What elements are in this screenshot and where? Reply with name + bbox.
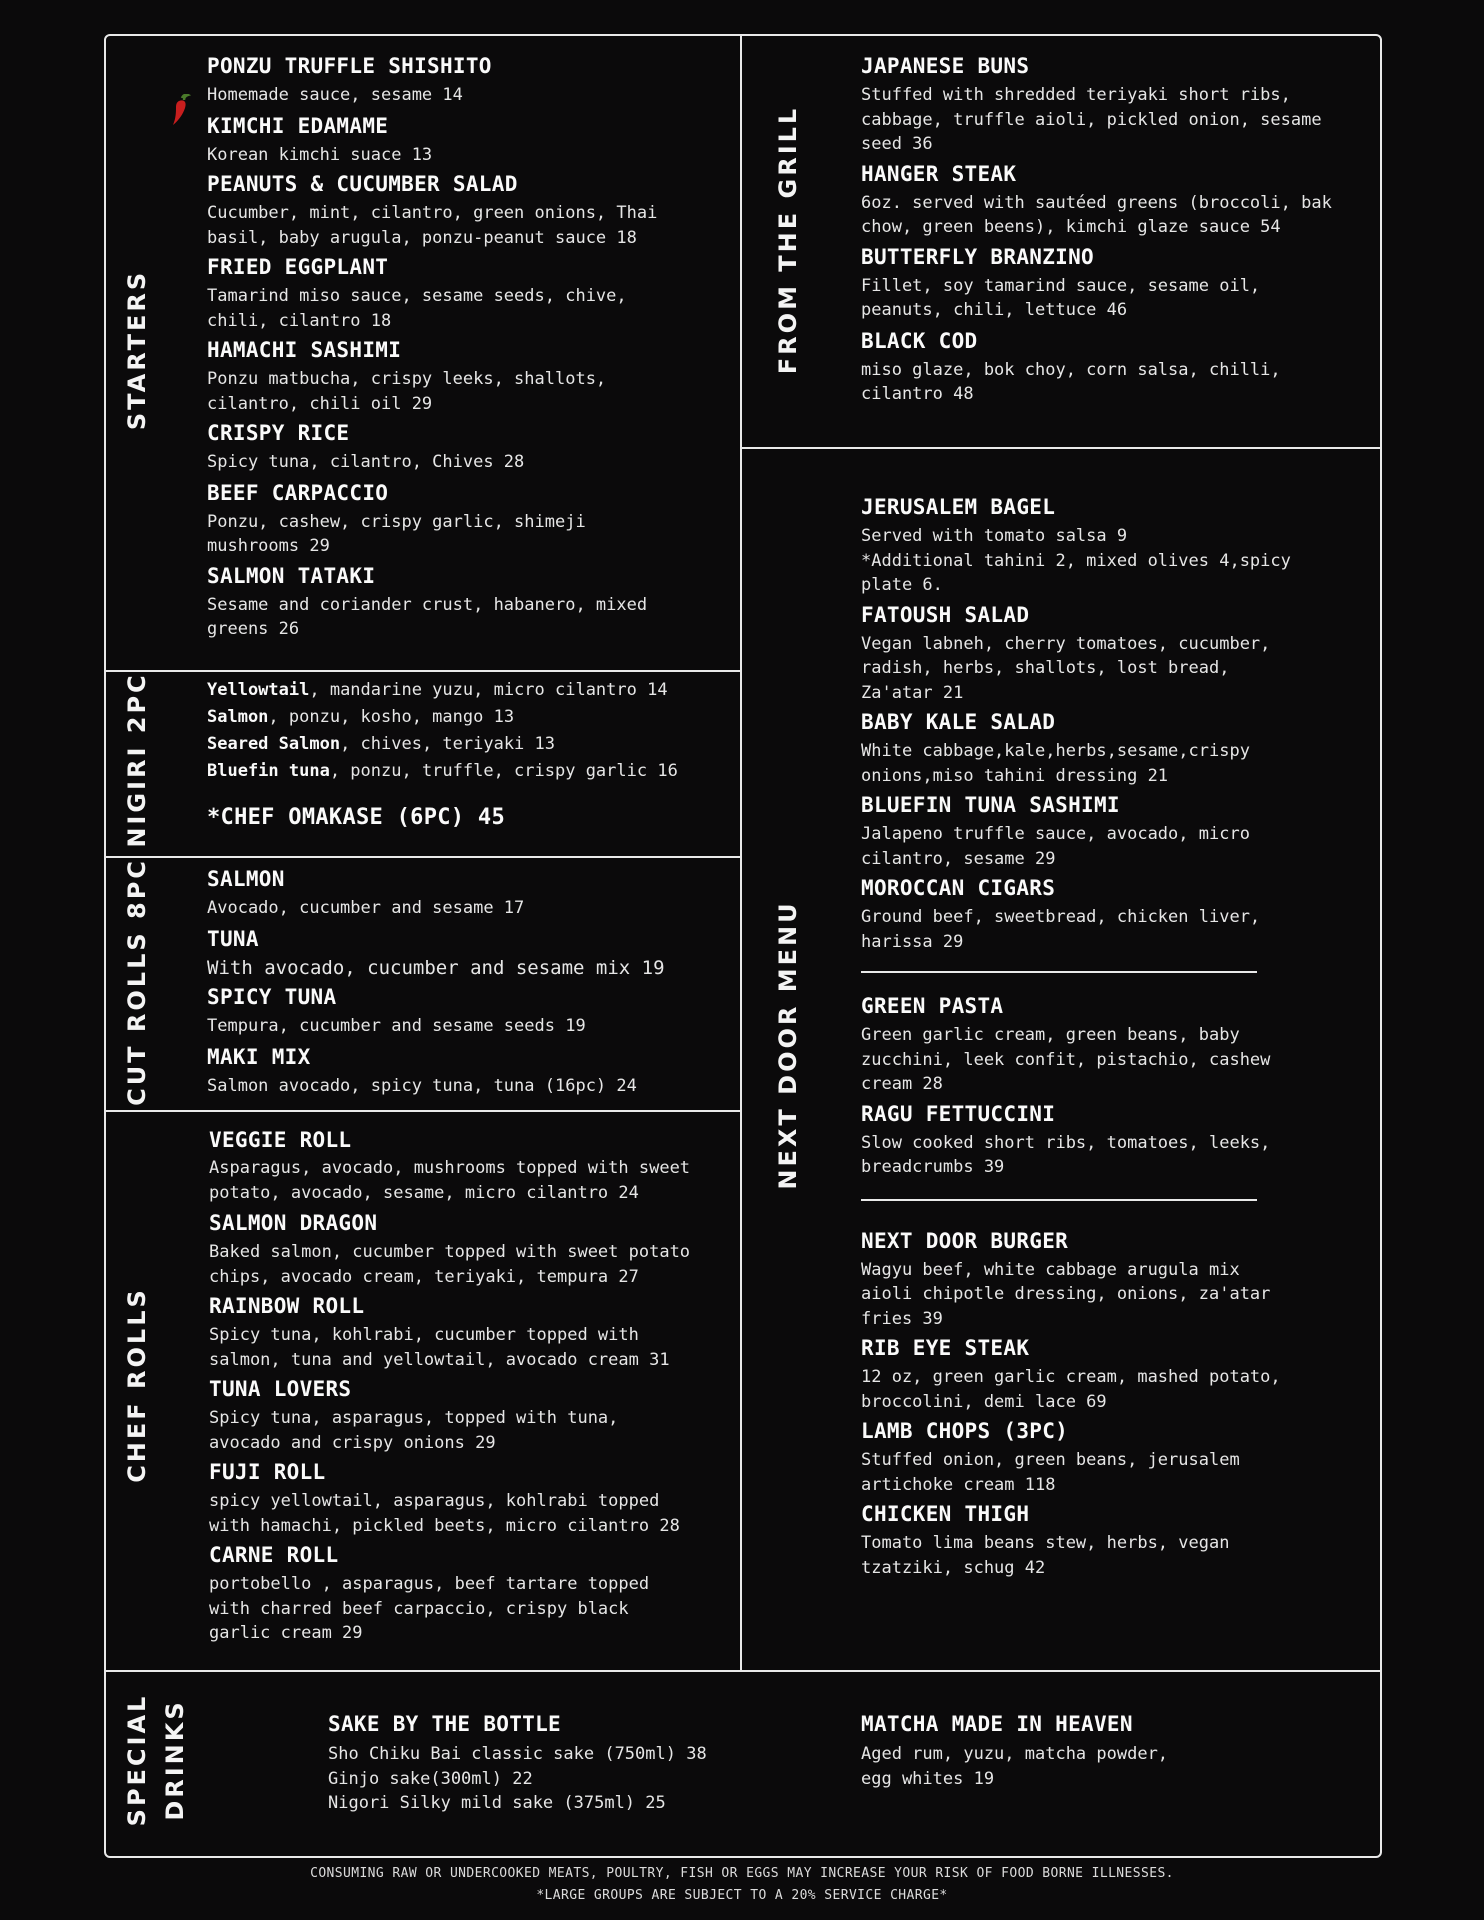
- item-name: SALMON DRAGON: [209, 1211, 378, 1235]
- menu-item: [861, 328, 1361, 407]
- sake-title: SAKE BY THE BOTTLE: [328, 1712, 561, 1736]
- matcha-desc: Aged rum, yuzu, matcha powder, egg whites 19: [861, 1744, 1169, 1789]
- section-label-chef-rolls: CHEF ROLLS: [123, 1287, 151, 1483]
- section-label-cut-rolls: CUT ROLLS 8PC: [123, 858, 151, 1106]
- item-desc: Tomato lima beans stew, herbs, vegan tzatziki, schug 42: [861, 1533, 1230, 1578]
- nigiri-fish: Salmon: [207, 707, 269, 727]
- item-name: JAPANESE BUNS: [861, 54, 1030, 78]
- item-name: SALMON: [207, 867, 285, 891]
- menu-item: [861, 1418, 1361, 1497]
- nigiri-item: [207, 758, 727, 785]
- nigiri-detail: , ponzu, truffle, crispy garlic 16: [329, 761, 678, 781]
- item-desc: Baked salmon, cucumber topped with sweet potato chips, avocado cream, teriyaki, tempura 27: [209, 1242, 691, 1287]
- item-name: RIB EYE STEAK: [861, 1336, 1030, 1360]
- menu-item: [209, 1542, 729, 1646]
- item-desc: Jalapeno truffle sauce, avocado, micro cilantro, sesame 29: [861, 824, 1250, 869]
- sake-block: [328, 1711, 748, 1816]
- divider-nigiri-cutrolls: [105, 856, 741, 858]
- item-name: FRIED EGGPLANT: [207, 255, 389, 279]
- item-desc: With avocado, cucumber and sesame mix 19: [207, 956, 665, 979]
- menu-item: [861, 494, 1361, 598]
- special-drinks-line1: SPECIAL: [123, 1693, 151, 1827]
- menu-item: [209, 1459, 729, 1538]
- menu-item: [209, 1293, 729, 1372]
- item-name: BLUEFIN TUNA SASHIMI: [861, 793, 1120, 817]
- item-desc: Avocado, cucumber and sesame 17: [207, 898, 525, 918]
- item-desc: Stuffed with shredded teriyaki short ribs, cabbage, truffle aioli, pickled onion, sesame seed 36: [861, 85, 1322, 154]
- footer-disclaimer: CONSUMING RAW OR UNDERCOOKED MEATS, POULTRY, FISH OR EGGS MAY INCREASE YOUR RISK OF FOOD BORNE ILLNESSES.: [310, 1866, 1174, 1881]
- menu-item: [209, 1376, 729, 1455]
- item-desc: Tamarind miso sauce, sesame seeds, chive, chili, cilantro 18: [207, 286, 627, 331]
- menu-item: [861, 1228, 1361, 1332]
- nigiri-fish: Yellowtail: [207, 680, 310, 700]
- next-door-separator: [861, 971, 1257, 973]
- next-door-list: [861, 494, 1361, 1580]
- item-name: MAKI MIX: [207, 1044, 311, 1069]
- nigiri-list: [207, 677, 727, 831]
- menu-item: [207, 866, 727, 921]
- item-name: FATOUSH SALAD: [861, 602, 1030, 627]
- next-door-separator: [861, 1199, 1257, 1201]
- item-name: PONZU TRUFFLE SHISHITO: [207, 54, 492, 78]
- item-desc: Salmon avocado, spicy tuna, tuna (16pc) 24: [207, 1075, 637, 1096]
- item-desc: 6oz. served with sautéed greens (broccoli, bak chow, green beens), kimchi glaze sauce 54: [861, 192, 1332, 237]
- menu-item: [861, 1335, 1361, 1414]
- item-desc: Wagyu beef, white cabbage arugula mix aioli chipotle dressing, onions, za'atar fries 39: [861, 1259, 1271, 1329]
- item-desc: Served with tomato salsa 9 *Additional tahini 2, mixed olives 4,spicy plate 6.: [861, 526, 1291, 595]
- item-name: MOROCCAN CIGARS: [861, 876, 1056, 900]
- matcha-title: MATCHA MADE IN HEAVEN: [861, 1712, 1133, 1736]
- chef-rolls-list: [209, 1127, 729, 1646]
- item-desc: Fillet, soy tamarind sauce, sesame oil, peanuts, chili, lettuce 46: [861, 275, 1261, 320]
- item-desc: portobello , asparagus, beef tartare topped with charred beef carpaccio, crispy black garlic cream 29: [209, 1574, 650, 1643]
- item-name: NEXT DOOR BURGER: [861, 1228, 1069, 1253]
- item-name: SALMON TATAKI: [207, 563, 376, 588]
- nigiri-item: [207, 704, 727, 731]
- item-name: LAMB CHOPS (3PC): [861, 1419, 1069, 1443]
- item-name: CHICKEN THIGH: [861, 1502, 1030, 1526]
- item-desc: Ponzu matbucha, crispy leeks, shallots, cilantro, chili oil 29: [207, 369, 607, 414]
- item-desc: miso glaze, bok choy, corn salsa, chilli, cilantro 48: [861, 359, 1281, 404]
- item-name: HAMACHI SASHIMI: [207, 338, 402, 362]
- starters-list: [207, 53, 727, 642]
- nigiri-item: [207, 731, 727, 758]
- menu-item: [207, 480, 727, 559]
- menu-item: [207, 337, 727, 416]
- item-name: PEANUTS & CUCUMBER SALAD: [207, 172, 518, 196]
- item-name: CARNE ROLL: [209, 1543, 339, 1567]
- item-name: CRISPY RICE: [207, 421, 350, 445]
- item-desc: Cucumber, mint, cilantro, green onions, Thai basil, baby arugula, ponzu-peanut sauce 18: [207, 203, 658, 248]
- item-name: FUJI ROLL: [209, 1460, 326, 1484]
- item-name: BLACK COD: [861, 328, 978, 353]
- section-label-nigiri: NIGIRI 2PC: [123, 672, 151, 848]
- matcha-block: [861, 1711, 1281, 1791]
- section-label-special-drinks: [118, 1694, 194, 1827]
- item-desc: Ground beef, sweetbread, chicken liver, harissa 29: [861, 907, 1261, 952]
- menu-item: [861, 244, 1361, 323]
- menu-item: [861, 1501, 1361, 1580]
- item-desc: spicy yellowtail, asparagus, kohlrabi topped with hamachi, pickled beets, micro cilantro 28: [209, 1491, 680, 1536]
- menu-item: [207, 53, 727, 108]
- menu-item: [861, 602, 1361, 706]
- menu-item: [209, 1127, 729, 1205]
- menu-item: [861, 792, 1361, 871]
- section-label-from-the-grill: FROM THE GRILL: [774, 105, 802, 375]
- menu-item: [207, 984, 727, 1039]
- item-desc: Spicy tuna, cilantro, Chives 28: [207, 452, 525, 472]
- item-name: RAINBOW ROLL: [209, 1294, 365, 1318]
- item-name: HANGER STEAK: [861, 161, 1017, 186]
- menu-item: [209, 1210, 729, 1289]
- item-desc: White cabbage,kale,herbs,sesame,crispy onions,miso tahini dressing 21: [861, 741, 1250, 786]
- item-desc: Spicy tuna, kohlrabi, cucumber topped with salmon, tuna and yellowtail, avocado cream 31: [209, 1325, 670, 1370]
- nigiri-detail: , mandarine yuzu, micro cilantro 14: [309, 680, 668, 700]
- menu-item: [861, 875, 1361, 954]
- item-name: JERUSALEM BAGEL: [861, 495, 1056, 519]
- divider-grill-nextdoor: [741, 447, 1381, 449]
- menu-item: [207, 1044, 727, 1099]
- item-desc: Stuffed onion, green beans, jerusalem artichoke cream 118: [861, 1450, 1240, 1495]
- grill-list: [861, 53, 1361, 407]
- section-label-starters: STARTERS: [123, 269, 151, 431]
- item-name: RAGU FETTUCCINI: [861, 1101, 1056, 1126]
- item-name: GREEN PASTA: [861, 994, 1004, 1018]
- nigiri-fish: Bluefin tuna: [207, 761, 330, 781]
- section-label-next-door-menu: NEXT DOOR MENU: [774, 900, 802, 1190]
- item-desc: Tempura, cucumber and sesame seeds 19: [207, 1016, 586, 1036]
- nigiri-item: [207, 677, 727, 704]
- item-desc: Korean kimchi suace 13: [207, 144, 433, 165]
- item-desc: Vegan labneh, cherry tomatoes, cucumber, radish, herbs, shallots, lost bread, Za'atar 21: [861, 633, 1271, 703]
- sake-desc: Sho Chiku Bai classic sake (750ml) 38 Ginjo sake(300ml) 22 Nigori Silky mild sake (375ml) 25: [328, 1744, 707, 1813]
- item-name: KIMCHI EDAMAME: [207, 113, 389, 138]
- special-drinks-line2: DRINKS: [161, 1699, 189, 1821]
- chef-omakase: *CHEF OMAKASE (6PC) 45: [207, 805, 505, 830]
- menu-item: [861, 1101, 1361, 1180]
- item-desc: Asparagus, avocado, mushrooms topped with sweet potato, avocado, sesame, micro cilantro 24: [209, 1158, 691, 1203]
- item-desc: Homemade sauce, sesame 14: [207, 85, 463, 105]
- nigiri-detail: , ponzu, kosho, mango 13: [268, 707, 515, 727]
- item-name: BABY KALE SALAD: [861, 710, 1056, 734]
- menu-item: [861, 993, 1361, 1097]
- item-desc: Spicy tuna, asparagus, topped with tuna, avocado and crispy onions 29: [209, 1408, 619, 1453]
- menu-item: [861, 53, 1361, 157]
- menu-item: [207, 171, 727, 250]
- item-name: VEGGIE ROLL: [209, 1128, 352, 1152]
- nigiri-fish: Seared Salmon: [207, 734, 341, 754]
- menu-item: [207, 254, 727, 333]
- menu-item: [861, 709, 1361, 788]
- divider-drinks: [105, 1670, 1381, 1672]
- item-desc: Green garlic cream, green beans, baby zucchini, leek confit, pistachio, cashew cream 28: [861, 1025, 1271, 1094]
- menu-item: [207, 563, 727, 642]
- menu-item: [207, 113, 727, 168]
- item-desc: Ponzu, cashew, crispy garlic, shimeji mushrooms 29: [207, 511, 586, 556]
- item-name: SPICY TUNA: [207, 985, 337, 1009]
- item-desc: 12 oz, green garlic cream, mashed potato, broccolini, demi lace 69: [861, 1367, 1281, 1412]
- item-name: BEEF CARPACCIO: [207, 480, 389, 505]
- footer-service-charge: *LARGE GROUPS ARE SUBJECT TO A 20% SERVICE CHARGE*: [536, 1888, 948, 1903]
- divider-starters-nigiri: [105, 670, 741, 672]
- nigiri-detail: , chives, teriyaki 13: [340, 734, 555, 754]
- center-divider: [740, 35, 742, 1670]
- menu-item: [207, 420, 727, 475]
- item-desc: Slow cooked short ribs, tomatoes, leeks, breadcrumbs 39: [861, 1132, 1271, 1177]
- cut-rolls-list: [207, 866, 727, 1098]
- item-name: TUNA LOVERS: [209, 1377, 352, 1401]
- menu-item: [861, 161, 1361, 240]
- chili-pepper-icon: [170, 94, 192, 128]
- divider-cutrolls-chefrolls: [105, 1110, 741, 1112]
- item-name: TUNA: [207, 926, 259, 951]
- menu-item: [207, 926, 727, 981]
- item-name: BUTTERFLY BRANZINO: [861, 244, 1094, 269]
- item-desc: Sesame and coriander crust, habanero, mixed greens 26: [207, 594, 648, 639]
